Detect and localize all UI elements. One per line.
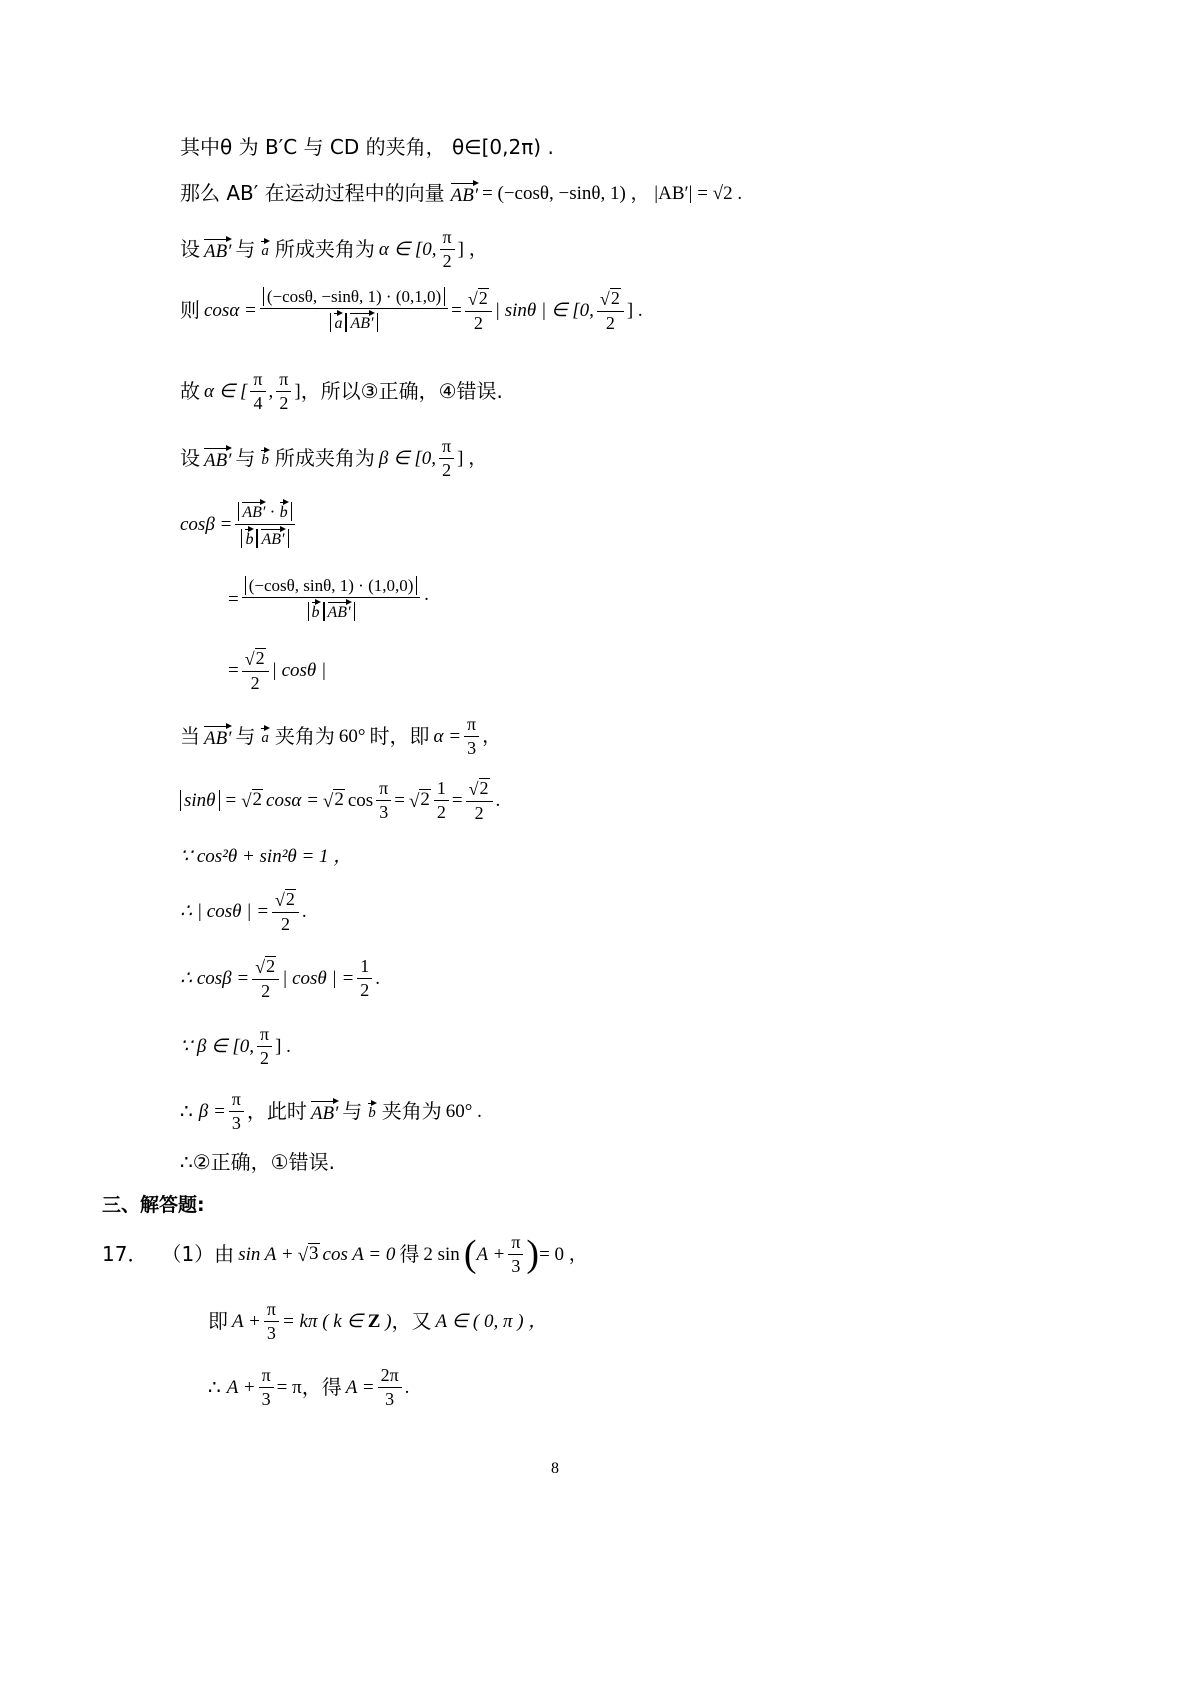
page-number: 8 [551,1460,559,1477]
line-cos-beta [180,500,298,549]
fraction-beta-2: $\frac{(-\cos\theta, \sin\theta, 1) \cdot (1,0,0)}{\text{b AB′}}$ [242,577,421,622]
line-conclusion [180,1152,335,1172]
fraction-pi-2: $\frac{\pi}{2}$ [440,228,455,271]
math: A + [232,1310,261,1332]
math: . [495,789,501,811]
expr: = (−cosθ, −sinθ, 1) ， |AB′| = √2 . [482,182,743,204]
vector-ab-prime: AB′ [451,181,478,205]
line-identity [180,847,352,866]
math: 2 sin [423,1243,460,1265]
fraction-pi-3: $\frac{\pi}{3}$ [464,715,479,758]
math: = [451,789,463,811]
degree: 60° [338,725,366,747]
fraction-dot-product: $\frac{(-\cos\theta, -\sin\theta, 1) \cdot (0,1,0)}{\text{a AB′}}$ [260,288,448,333]
math: ] ， [457,238,488,260]
math: ] [294,380,301,402]
text: 所成夹角为 [274,237,375,262]
vector-b: b [261,448,269,468]
question-number: 17． [102,1242,148,1267]
fraction-beta-1: $\frac{AB' \cdot b}{\text{b AB′}}$ [235,500,294,549]
text: ∴②正确，①错误. [180,1150,335,1174]
vector-a: a [261,239,269,259]
math: = π [276,1376,302,1398]
text: 当 [180,724,200,749]
text: ，又 [391,1309,432,1334]
line-cos-alpha [180,288,643,333]
math: sinθ = [180,791,237,810]
text: 设 [180,446,200,471]
math: β = [198,1100,226,1122]
math: = kπ ( k ∈ Z ) [281,1310,392,1332]
math: ∵ cos²θ + sin²θ = 1 ， [180,846,353,867]
math: ， [482,725,502,747]
math: . [375,967,381,989]
fraction-pi-3: $\frac{\pi}{3}$ [264,1300,279,1343]
math: = [451,299,462,321]
line-sin-theta [180,778,500,823]
text: 与 [235,446,256,471]
line-q17-3 [208,1366,409,1409]
fraction-pi-2: $\frac{\pi}{2}$ [439,437,454,480]
line-alpha-range [180,370,503,413]
vector-ab-prime: AB′ [204,724,231,748]
math: ∴ cosβ = [180,967,250,989]
degree: 60° . [445,1100,482,1122]
line-q17-2 [208,1300,547,1343]
math: = [228,588,239,610]
text: 时，即 [369,724,430,749]
math: α = [433,725,462,747]
fraction-sqrt2-2: √ 2 2 [272,889,299,934]
math: | cosθ | = [282,967,355,989]
math: A + [226,1376,256,1398]
vector-a: a [261,726,269,746]
math: · [423,588,430,610]
fraction-sqrt2-2: √ 2 2 [597,288,624,333]
fraction-pi-2: $\frac{\pi}{2}$ [276,370,291,413]
math: ∴ | cosθ | = [180,900,270,922]
text: （1）由 [161,1242,235,1267]
text: 与 [342,1099,363,1124]
text: 与 [235,237,256,262]
sqrt-2: √ 2 [241,789,263,813]
fraction-sqrt2-2: √ 2 2 [252,956,279,1001]
line-when-60 [180,715,501,758]
text: 所成夹角为 [274,446,375,471]
text: ，得 [301,1375,342,1400]
line-beta-result [180,1090,482,1133]
math: ) [526,1233,540,1276]
math: ( [463,1233,477,1276]
math: A + [476,1243,506,1265]
math: cosα = [266,789,319,811]
fraction-sqrt2-2: √ 2 2 [465,288,492,333]
math: | sinθ | ∈ [0, [494,299,594,321]
sqrt-2: √ 2 [322,789,344,813]
math: = 0 ， [539,1243,588,1265]
text: ∴ [208,1375,221,1400]
sqrt-2: √ 2 [408,789,430,813]
math: | cosθ | [271,659,327,681]
line-vector-ab [180,181,742,205]
math: sin A + [238,1243,294,1265]
fraction-sqrt2-2: √ 2 2 [466,778,493,823]
fraction-pi-3: $\frac{\pi}{3}$ [229,1090,244,1133]
math: ] . [626,299,643,321]
text: 得 [399,1242,420,1267]
text: ，此时 [246,1099,307,1124]
math: = [228,659,239,681]
text: 那么 AB′ 在运动过程中的向量 [180,181,445,205]
math: α ∈ [ [204,380,248,402]
vector-ab-prime: AB′ [311,1099,338,1123]
fraction-1-2: $\frac{1}{2}$ [434,779,449,822]
math: . [404,1376,410,1398]
text: 则 [180,298,200,323]
line-cos-beta-half [180,956,380,1001]
vector-ab-prime: AB′ [204,237,231,261]
fraction-pi-3: $\frac{\pi}{3}$ [508,1233,523,1276]
line-q17-1 [102,1233,588,1276]
line-abs-cos [180,889,307,934]
math-beta: β ∈ [0, [378,447,437,469]
text: ∴ [180,1099,193,1124]
line-cos-beta-2 [228,577,430,622]
vector-ab-prime: AB′ [204,446,231,470]
math: cosβ = [180,513,233,535]
math: , [268,380,274,402]
fraction-sqrt2-2: √ 2 2 [242,648,269,693]
fraction-pi-3: $\frac{\pi}{3}$ [259,1366,274,1409]
line-beta-def [180,437,487,480]
math: ∵ β ∈ [0, [180,1035,254,1057]
fraction-pi-3: $\frac{\pi}{3}$ [376,779,391,822]
fraction-pi-4: $\frac{\pi}{4}$ [250,370,265,413]
line-alpha-def [180,228,488,271]
fraction-2pi-3: $\frac{2\pi}{3}$ [378,1366,402,1409]
line-beta-range [180,1025,291,1068]
fraction-1-2: $\frac{1}{2}$ [357,957,372,1000]
text: 故 [180,379,200,404]
text: 夹角为 [381,1099,442,1124]
math-alpha: α ∈ [0, [378,238,437,260]
section-heading: 三、解答题: [102,1194,205,1216]
text: 夹角为 [274,724,335,749]
text: 与 [235,724,256,749]
sqrt-3: √ 3 [297,1243,319,1267]
math: . [301,900,307,922]
vector-b: b [368,1101,376,1121]
math: cos [347,789,374,811]
math: cosα = [204,299,257,321]
math: ] ， [457,447,488,469]
math: A ∈ ( 0, π ) ， [435,1310,548,1332]
text: ，所以③正确，④错误. [300,379,503,404]
text: 即 [208,1309,228,1334]
math: cos A = 0 [322,1243,396,1265]
math: ] . [275,1035,291,1057]
line-angle-def [180,137,554,157]
line-cos-beta-3 [228,648,326,693]
math: A = [345,1376,375,1398]
text: 其中θ 为 B′C 与 CD 的夹角， θ∈[0,2π) . [180,135,554,159]
math: = [394,789,405,811]
fraction-pi-2: $\frac{\pi}{2}$ [257,1025,272,1068]
text: 设 [180,237,200,262]
